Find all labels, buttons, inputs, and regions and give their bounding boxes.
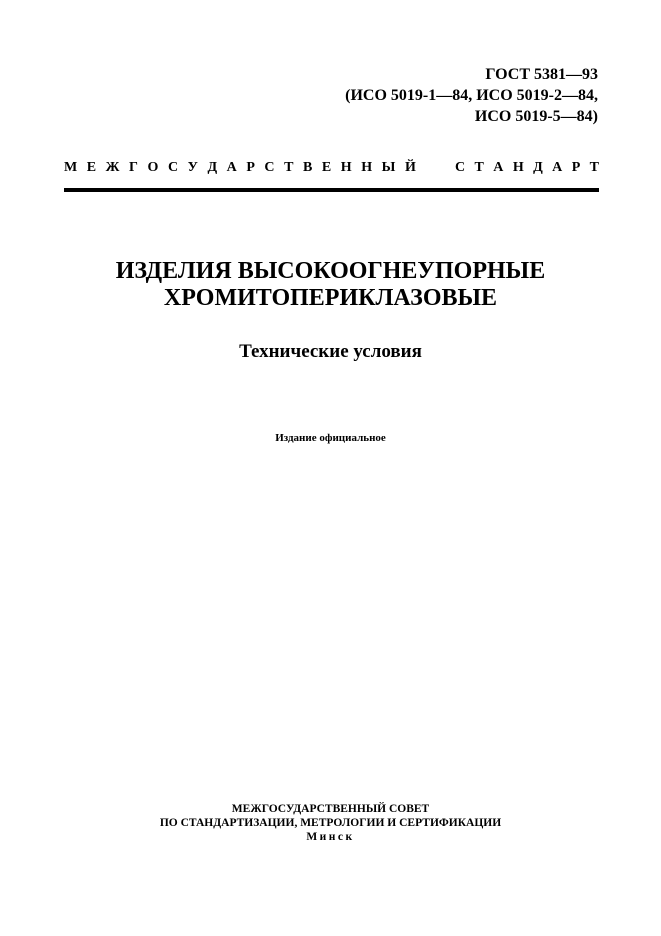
edition-note: Издание официальное bbox=[275, 432, 386, 444]
title-line-2: ХРОМИТОПЕРИКЛАЗОВЫЕ bbox=[163, 285, 498, 311]
header-divider bbox=[64, 188, 599, 192]
standard-type-word-standard: С Т А Н Д А Р Т bbox=[455, 160, 599, 175]
publisher-block bbox=[0, 802, 661, 844]
document-subtitle: Технические условия bbox=[239, 341, 422, 362]
designation-iso-line-2: ИСО 5019-5—84) bbox=[474, 108, 598, 125]
standard-type-word-interstate: М Е Ж Г О С У Д А Р С Т В Е Н Н Ы Й bbox=[64, 160, 416, 175]
title-line-1: ИЗДЕЛИЯ ВЫСОКООГНЕУПОРНЫЕ bbox=[115, 258, 546, 284]
document-title bbox=[0, 258, 661, 312]
publisher-line-2: ПО СТАНДАРТИЗАЦИИ, МЕТРОЛОГИИ И СЕРТИФИКАЦИИ bbox=[159, 817, 502, 829]
standard-designation bbox=[345, 64, 598, 127]
publisher-line-1: МЕЖГОСУДАРСТВЕННЫЙ СОВЕТ bbox=[231, 803, 430, 815]
publisher-city: Минск bbox=[306, 831, 355, 843]
standard-type-heading bbox=[64, 160, 599, 176]
designation-number: ГОСТ 5381—93 bbox=[485, 66, 598, 83]
designation-iso-line-1: (ИСО 5019-1—84, ИСО 5019-2—84, bbox=[345, 87, 598, 104]
